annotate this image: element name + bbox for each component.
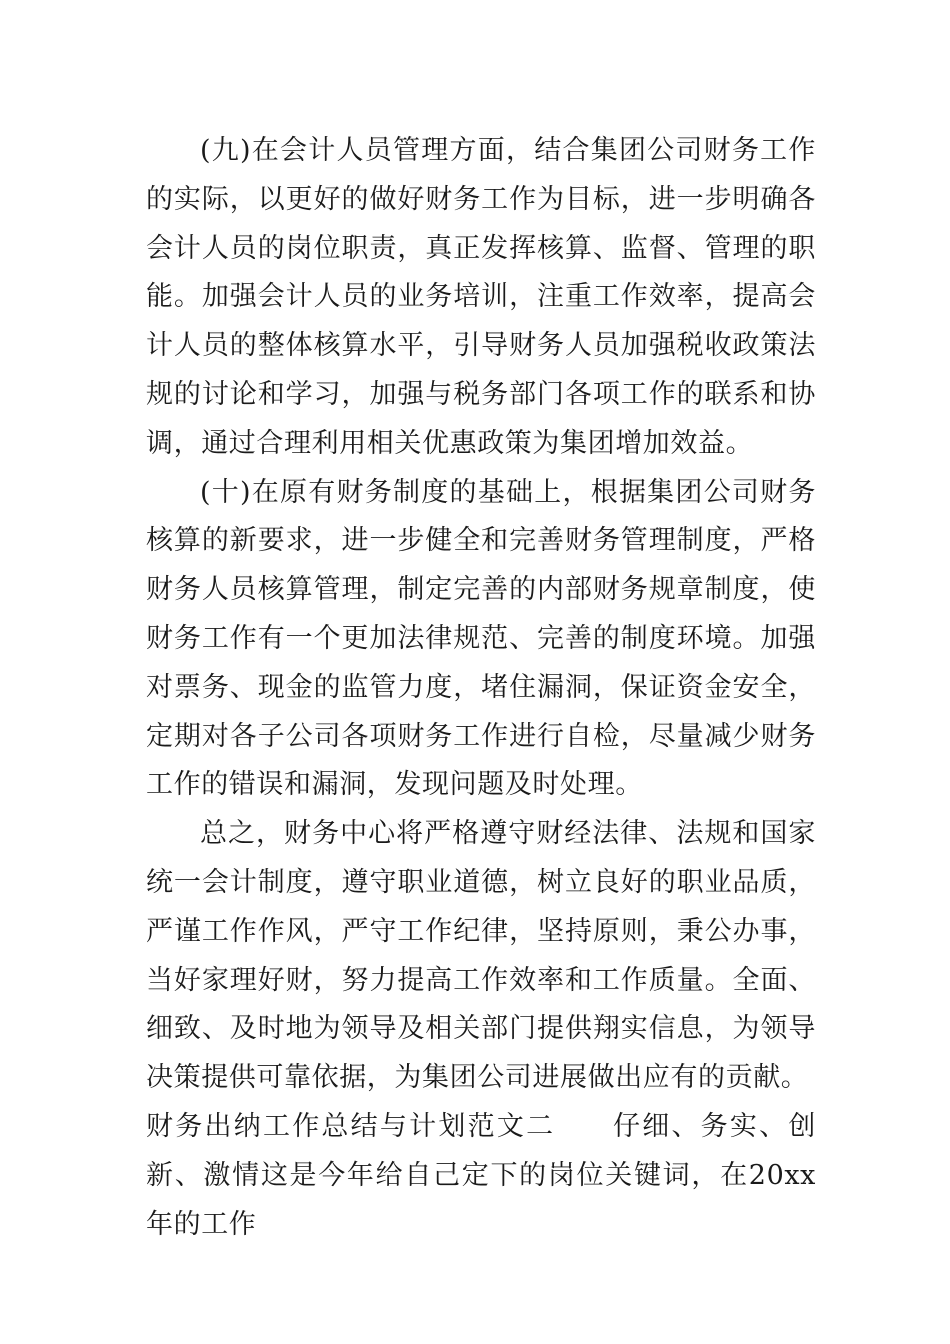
section-heading: 财务出纳工作总结与计划范文二: [146, 1110, 556, 1142]
paragraph-conclusion: 总之，财务中心将严格遵守财经法律、法规和国家统一会计制度，遵守职业道德，树立良好的职业品质，严谨工作作风，严守工作纪律，坚持原则，秉公办事，当好家理好财，努力提高工作效率和工作质量。全面、细致、及时地为领导及相关部门提供翔实信息，为领导决策提供可靠依据，为集团公司进展做出应有的贡献。: [146, 818, 816, 1094]
section-two-paragraph: [146, 1103, 816, 1249]
paragraph-9: (九)在会计人员管理方面，结合集团公司财务工作的实际，以更好的做好财务工作为目标，进一步明确各会计人员的岗位职责，真正发挥核算、监督、管理的职能。加强会计人员的业务培训，注重工作效率，提高会计人员的整体核算水平，引导财务人员加强税收政策法规的讨论和学习，加强与税务部门各项工作的联系和协调，通过合理利用相关优惠政策为集团增加效益。: [146, 135, 816, 459]
document-body: [146, 127, 816, 1249]
section-text: 仔细、务实、创新、激情这是今年给自己定下的岗位关键词，在20xx年的工作: [146, 1110, 816, 1240]
paragraph-10: (十)在原有财务制度的基础上，根据集团公司财务核算的新要求，进一步健全和完善财务管理制度，严格财务人员核算管理，制定完善的内部财务规章制度，使财务工作有一个更加法律规范、完善的制度环境。加强对票务、现金的监管力度，堵住漏洞，保证资金安全，定期对各子公司各项财务工作进行自检，尽量减少财务工作的错误和漏洞，发现问题及时处理。: [146, 476, 816, 801]
